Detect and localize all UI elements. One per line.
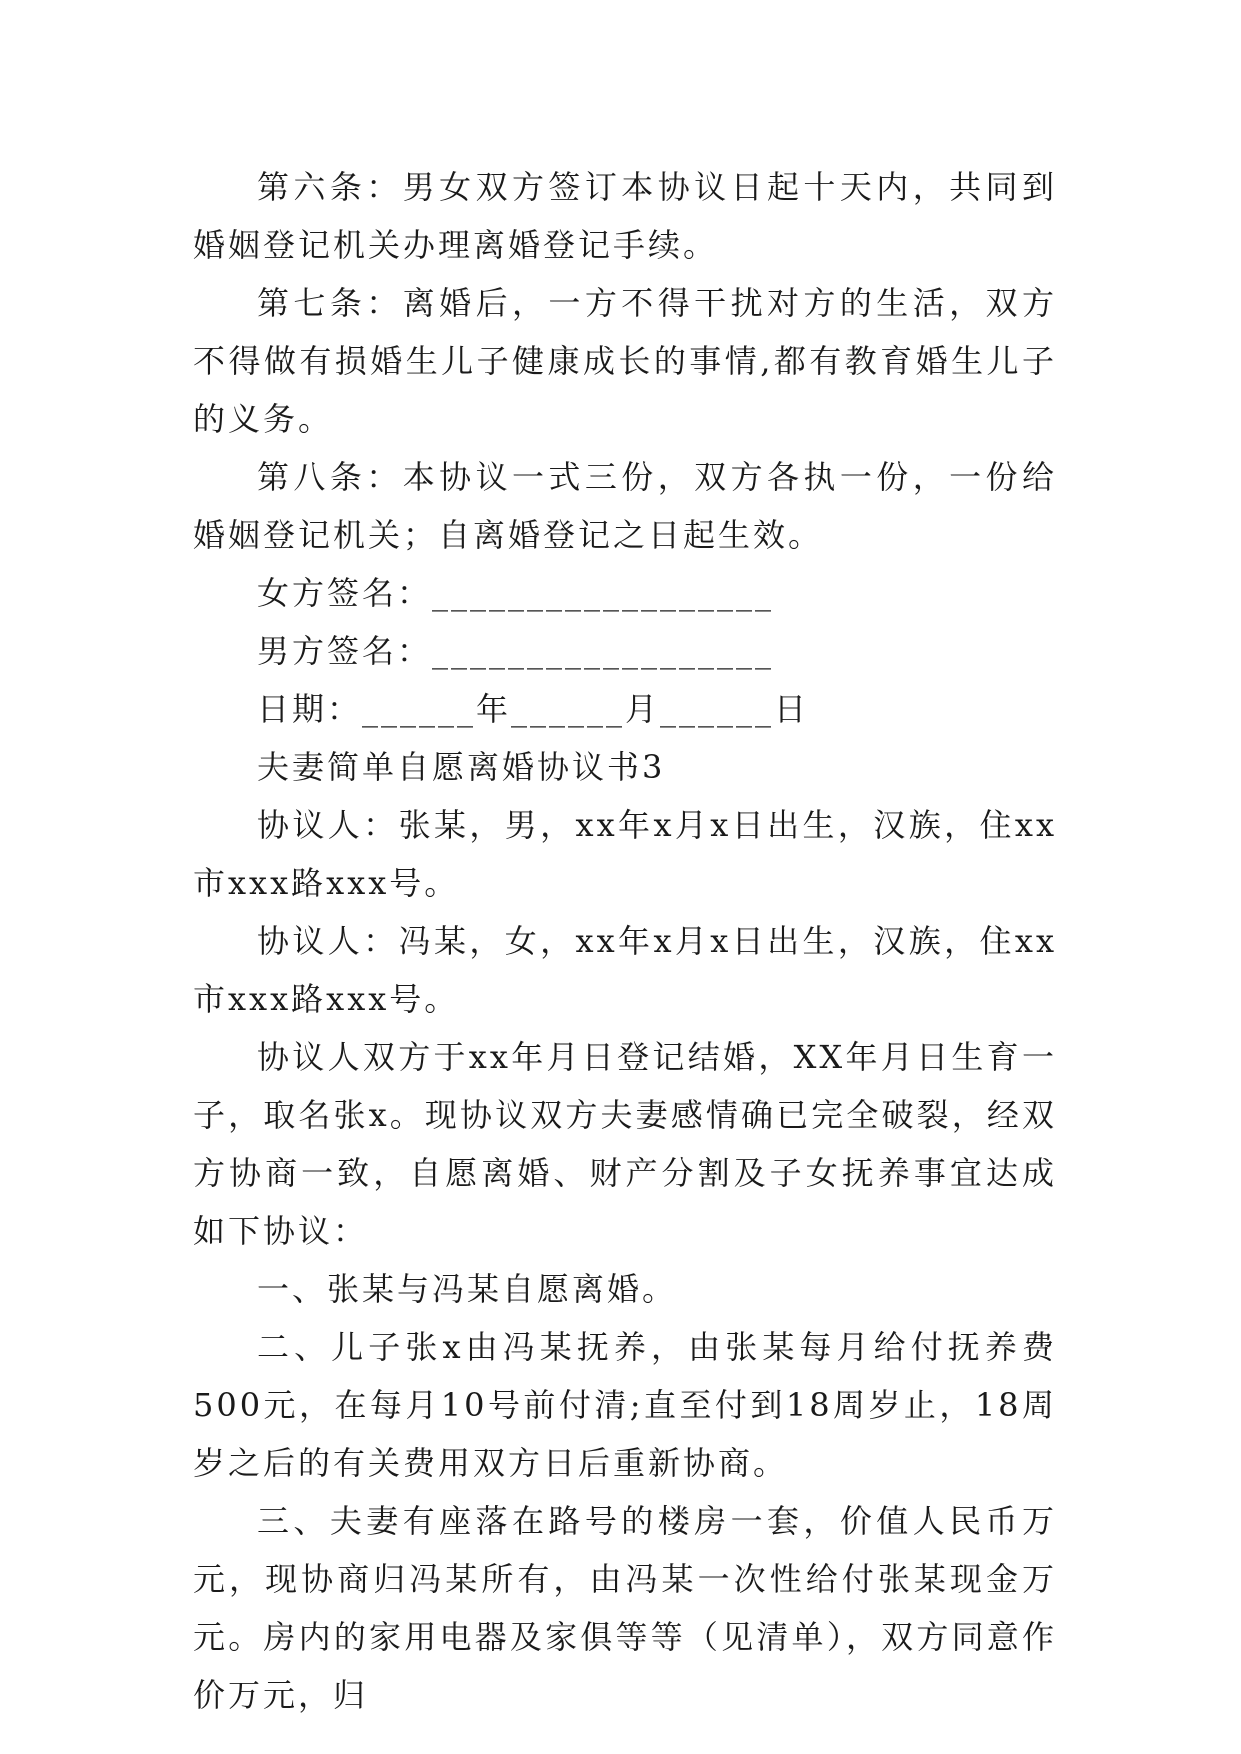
female-signature-line: 女方签名：__________________ bbox=[257, 574, 775, 612]
item-one: 一、张某与冯某自愿离婚。 bbox=[257, 1270, 678, 1308]
clause-seven: 第七条：离婚后，一方不得干扰对方的生活，双方不得做有损婚生儿子健康成长的事情,都有教育婚生儿子的义务。 bbox=[193, 284, 1057, 438]
date-line: 日期：______年______月______日 bbox=[257, 690, 810, 728]
preamble: 协议人双方于xx年月日登记结婚，XX年月日生育一子，取名张x。现协议双方夫妻感情确已完全破裂，经双方协商一致，自愿离婚、财产分割及子女抚养事宜达成如下协议： bbox=[193, 1038, 1057, 1250]
agreement-title: 夫妻简单自愿离婚协议书3 bbox=[257, 748, 666, 786]
clause-six: 第六条：男女双方签订本协议日起十天内，共同到婚姻登记机关办理离婚登记手续。 bbox=[193, 168, 1057, 264]
male-signature-line: 男方签名：__________________ bbox=[257, 632, 775, 670]
item-two: 二、儿子张x由冯某抚养，由张某每月给付抚养费500元，在每月10号前付清;直至付到18周岁止，18周岁之后的有关费用双方日后重新协商。 bbox=[193, 1328, 1057, 1482]
item-three: 三、夫妻有座落在路号的楼房一套，价值人民币万元，现协商归冯某所有，由冯某一次性给付张某现金万元。房内的家用电器及家俱等等（见清单），双方同意作价万元，归 bbox=[193, 1502, 1057, 1714]
party-two: 协议人：冯某，女，xx年x月x日出生，汉族，住xx市xxx路xxx号。 bbox=[193, 922, 1057, 1018]
clause-eight: 第八条：本协议一式三份，双方各执一份，一份给婚姻登记机关；自离婚登记之日起生效。 bbox=[193, 458, 1057, 554]
document-body bbox=[193, 158, 1057, 1724]
party-one: 协议人：张某，男，xx年x月x日出生，汉族，住xx市xxx路xxx号。 bbox=[193, 806, 1057, 902]
